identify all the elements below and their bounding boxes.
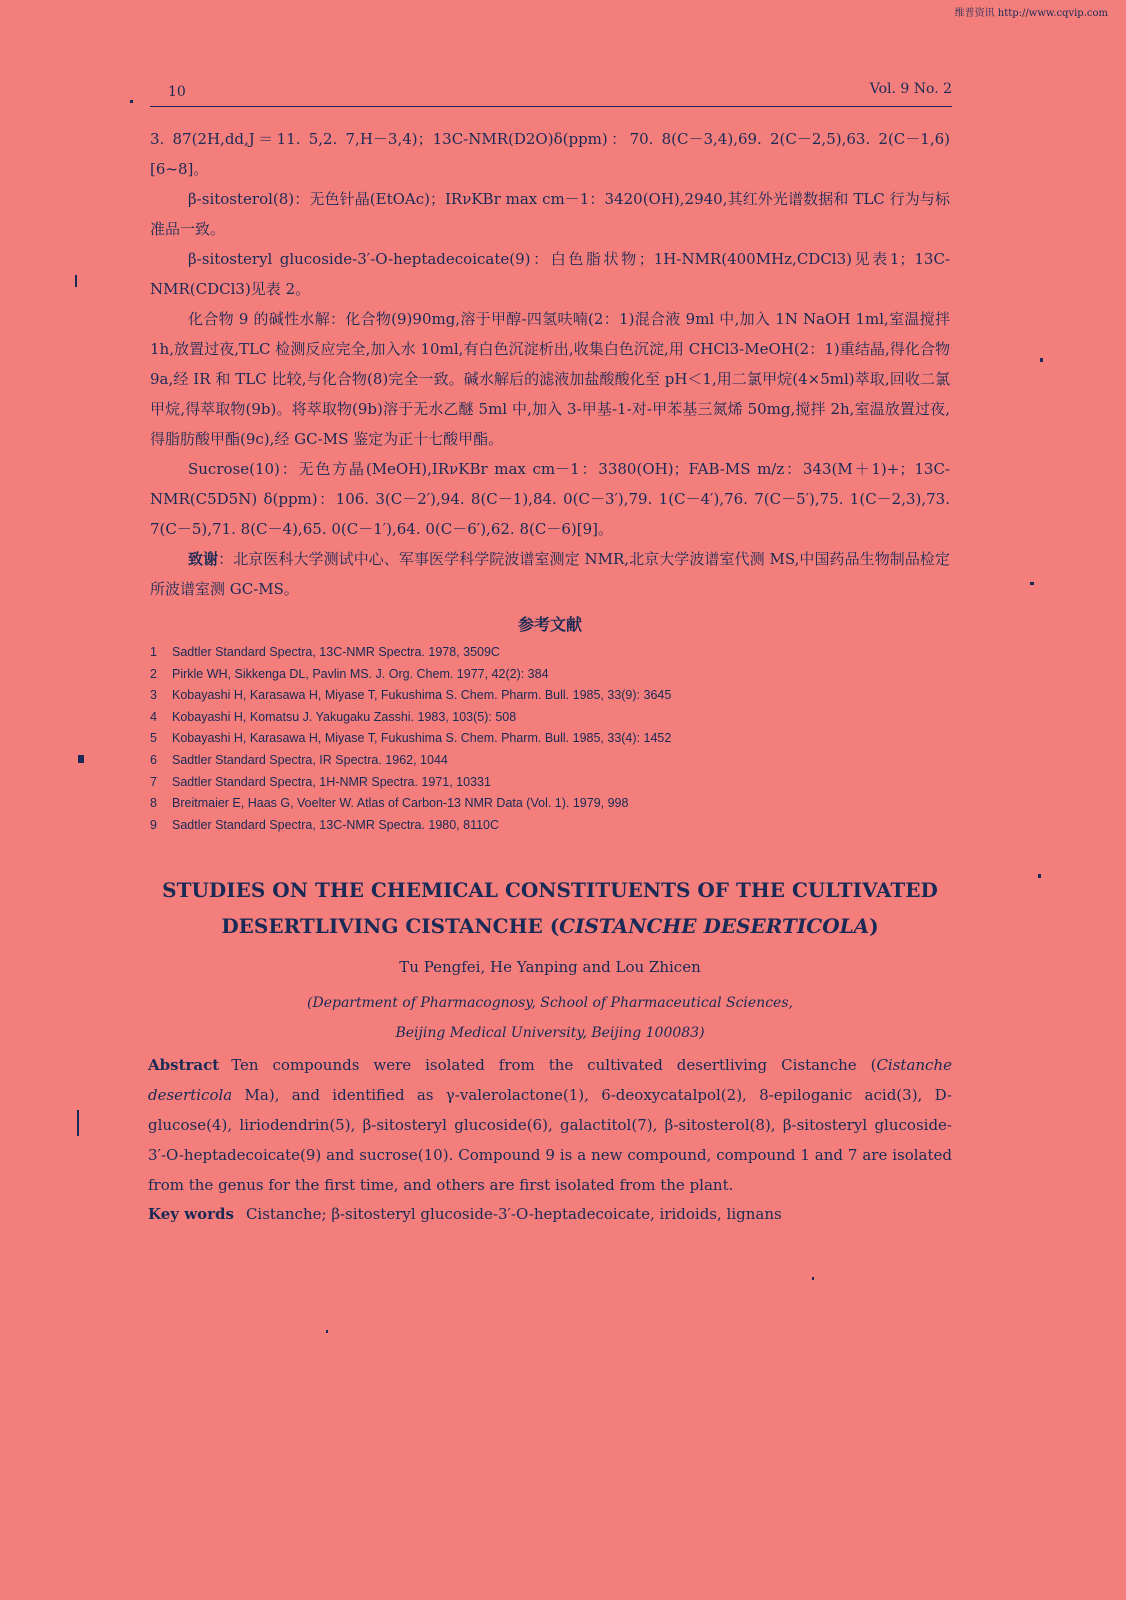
- acknowledgement: [150, 544, 950, 604]
- main-text: [150, 124, 950, 604]
- scan-speck: [75, 275, 77, 287]
- reference-item: [150, 793, 950, 815]
- paragraph-compound-10: Sucrose(10)：无色方晶(MeOH),IRνKBr max cm－1：3380(OH)；FAB-MS m/z：343(M＋1)+；13C-NMR(C5D5N) δ(ppm)：106. 3(C－2′),94. 8(C－1),84. 0(C－3′),79. 1(C－4′),76. 7(C－5′),75. 1(C－2,3),73. 7(C－5),71. 8(C－4),65. 0(C－1′),64. 0(C－6′),62. 8(C－6)[9]。: [150, 460, 950, 538]
- reference-number: 6: [150, 752, 157, 767]
- abstract: [148, 1050, 952, 1200]
- affiliation: [150, 988, 950, 1048]
- reference-item: [150, 750, 950, 772]
- reference-item: [150, 728, 950, 750]
- english-title-line-1: STUDIES ON THE CHEMICAL CONSTITUENTS OF THE CULTIVATED: [162, 878, 938, 902]
- ack-text: ：北京医科大学测试中心、军事医学科学院波谱室测定 NMR,北京大学波谱室代测 MS,中国药品生物制品检定所波谱室测 GC-MS。: [150, 550, 950, 598]
- reference-text: Sadtler Standard Spectra, 1H-NMR Spectra. 1971, 10331: [172, 774, 491, 789]
- paragraph-hydrolysis: 化合物 9 的碱性水解：化合物(9)90mg,溶于甲醇-四氢呋喃(2：1)混合液 9ml 中,加入 1N NaOH 1ml,室温搅拌 1h,放置过夜,TLC 检测反应完全,加入水 10ml,有白色沉淀析出,收集白色沉淀,用 CHCl3-MeOH(2：1)重结晶,得化合物 9a,经 IR 和 TLC 比较,与化合物(8)完全一致。碱水解后的滤液加盐酸酸化至 pH＜1,用二氯甲烷(4×5ml)萃取,回收二氯甲烷,得萃取物(9b)。将萃取物(9b)溶于无水乙醚 5ml 中,加入 3-甲基-1-对-甲苯基三氮烯 50mg,搅拌 2h,室温放置过夜,得脂肪酸甲酯(9c),经 GC-MS 鉴定为正十七酸甲酯。: [150, 310, 950, 448]
- reference-number: 3: [150, 688, 157, 703]
- keywords-text: Cistanche; β-sitosteryl glucoside-3′-O-heptadecoicate, iridoids, lignans: [245, 1205, 782, 1223]
- reference-item: [150, 642, 950, 664]
- ack-label: 致谢: [188, 550, 219, 568]
- reference-list: [150, 642, 950, 836]
- abstract-label: Abstract: [148, 1056, 220, 1074]
- scan-speck: [77, 1110, 79, 1136]
- keywords: [148, 1205, 952, 1223]
- reference-number: 8: [150, 796, 157, 811]
- reference-text: Breitmaier E, Haas G, Voelter W. Atlas of Carbon-13 NMR Data (Vol. 1). 1979, 998: [172, 796, 629, 811]
- title-end: ): [869, 914, 879, 938]
- reference-number: 2: [150, 666, 157, 681]
- paragraph-compound-8: β-sitosterol(8)：无色针晶(EtOAc)；IRνKBr max cm－1：3420(OH),2940,其红外光谱数据和 TLC 行为与标准品一致。: [150, 190, 950, 238]
- scan-speck: [1030, 582, 1034, 585]
- affiliation-line-1: (Department of Pharmacognosy, School of Pharmaceutical Sciences,: [307, 995, 793, 1011]
- abstract-species: Cistanche deserticola: [148, 1056, 952, 1104]
- title-species: CISTANCHE DESERTICOLA: [559, 914, 870, 938]
- abstract-paragraph: [148, 1050, 952, 1200]
- page-number: 10: [168, 84, 186, 100]
- reference-text: Sadtler Standard Spectra, IR Spectra. 1962, 1044: [172, 752, 448, 767]
- scan-speck: [812, 1277, 814, 1280]
- scan-speck: [326, 1330, 328, 1333]
- reference-number: 1: [150, 645, 157, 659]
- scan-speck: [130, 100, 133, 103]
- reference-text: Pirkle WH, Sikkenga DL, Pavlin MS. J. Org. Chem. 1977, 42(2): 384: [172, 666, 549, 681]
- watermark: 维普资讯 http://www.cqvip.com: [954, 8, 1108, 19]
- reference-text: Kobayashi H, Komatsu J. Yakugaku Zasshi. 1983, 103(5): 508: [172, 709, 517, 724]
- reference-item: [150, 685, 950, 707]
- reference-text: Kobayashi H, Karasawa H, Miyase T, Fukushima S. Chem. Pharm. Bull. 1985, 33(4): 1452: [172, 731, 672, 746]
- scan-speck: [1040, 358, 1043, 362]
- abstract-text-2: Ma), and identified as γ-valerolactone(1), 6-deoxycatalpol(2), 8-epiloganic acid(3), D-glucose(4), liriodendrin(5), β-sitosteryl glucoside(6), galactitol(7), β-sitosterol(8), β-sitosteryl glucoside-3′-O-heptadecoicate(9) and sucrose(10). Compound 9 is a new compound, compound 1 and 7 are isolated from the genus for the first time, and others are first isolated from the plant.: [148, 1086, 952, 1194]
- affiliation-line-2: Beijing Medical University, Beijing 100083): [395, 1025, 705, 1041]
- reference-text: Sadtler Standard Spectra, 13C-NMR Spectra. 1978, 3509C: [172, 645, 500, 659]
- reference-item: [150, 815, 950, 837]
- paragraph-compound-9: β-sitosteryl glucoside-3′-O-heptadecoicate(9)：白色脂状物；1H-NMR(400MHz,CDCl3)见表1；13C-NMR(CDCl3)见表 2。: [150, 250, 950, 298]
- reference-item: [150, 772, 950, 794]
- reference-text: Sadtler Standard Spectra, 13C-NMR Spectra. 1980, 8110C: [172, 817, 500, 832]
- scan-speck: [78, 755, 84, 763]
- reference-number: 7: [150, 774, 157, 789]
- running-header: [150, 80, 952, 107]
- reference-number: 5: [150, 731, 157, 746]
- reference-item: [150, 664, 950, 686]
- reference-item: [150, 707, 950, 729]
- title-main: DESERTLIVING CISTANCHE (: [221, 914, 560, 938]
- authors: Tu Pengfei, He Yanping and Lou Zhicen: [399, 958, 701, 976]
- reference-number: 9: [150, 817, 157, 832]
- english-title: [150, 872, 950, 944]
- reference-text: Kobayashi H, Karasawa H, Miyase T, Fukushima S. Chem. Pharm. Bull. 1985, 33(9): 3645: [172, 688, 672, 703]
- references-title: 参考文献: [517, 615, 582, 634]
- paragraph-nmr-continued: 3. 87(2H,dd,J＝11. 5,2. 7,H－3,4)；13C-NMR(D2O)δ(ppm)：70. 8(C－3,4),69. 2(C－2,5),63. 2(C－1,6)[6~8]。: [150, 130, 950, 178]
- reference-number: 4: [150, 709, 157, 724]
- keywords-label: Key words: [148, 1205, 234, 1223]
- abstract-text-1: Ten compounds were isolated from the cultivated desertliving Cistanche (: [231, 1056, 877, 1074]
- english-title-line-2: [150, 908, 950, 944]
- volume-issue: Vol. 9 No. 2: [869, 81, 952, 97]
- scan-speck: [1038, 874, 1041, 878]
